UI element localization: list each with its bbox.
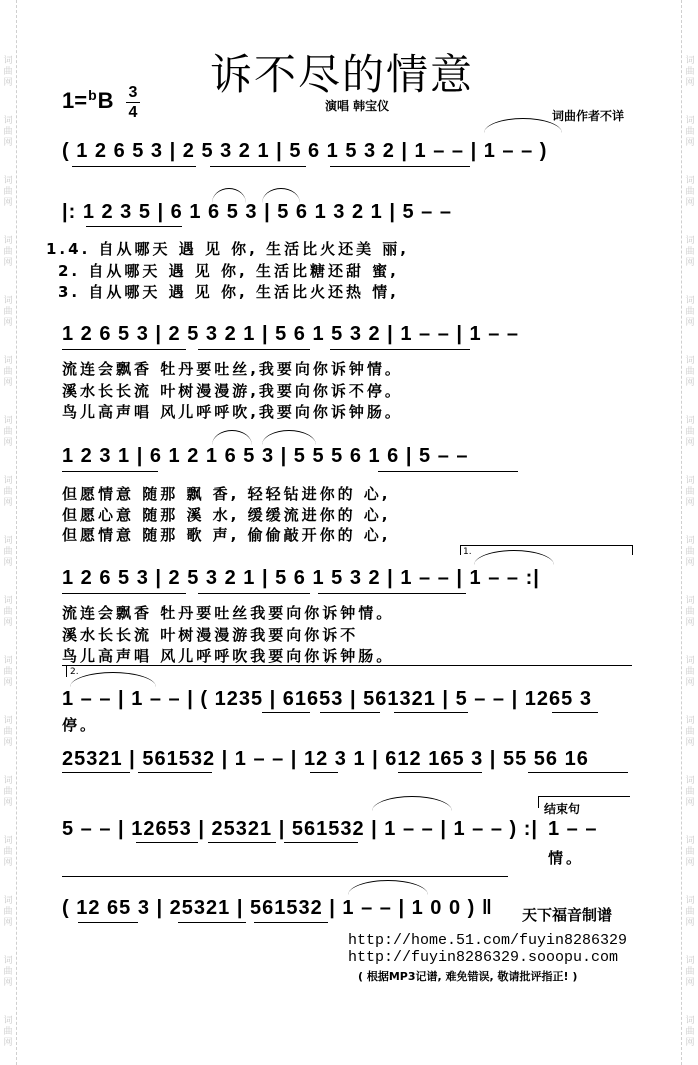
watermark-glyph: 词 [685,596,695,606]
tie [262,430,316,445]
watermark-glyph: 词 [3,56,13,66]
watermark-glyph: 词 [685,716,695,726]
watermark-glyph: 网 [685,498,695,508]
watermark-glyph: 曲 [3,967,13,977]
watermark-glyph: 网 [685,918,695,928]
watermark-glyph: 词 [685,536,695,546]
score-line-5: 1 2 6 5 3 | 2 5 3 2 1 | 5 6 1 5 3 2 | 1 – – | 1 – – :| [62,567,540,589]
time-signature-bottom: 4 [128,104,138,121]
left-watermark-strip [0,0,17,1065]
watermark-glyph: 词 [685,356,695,366]
watermark-glyph: 网 [3,918,13,928]
watermark-glyph: 网 [685,798,695,808]
key-flat: b [88,87,97,103]
watermark-glyph: 曲 [685,727,695,737]
watermark-glyph: 词 [3,956,13,966]
watermark-glyph: 曲 [685,427,695,437]
watermark-glyph: 曲 [3,847,13,857]
volta-bracket [632,545,633,555]
lyric-line: 但愿情意 随那 飘 香, 轻轻钻进你的 心, [62,485,391,503]
key-prefix: 1= [62,88,88,113]
lyric-end: 情。 [548,849,585,867]
watermark-glyph: 网 [3,558,13,568]
time-signature [126,84,140,121]
score-line-6: 1 – – | 1 – – | ( 1235 | 61653 | 561321 | 5 – – | 1265 3 [62,688,592,710]
key-note: B [97,88,114,113]
beam [178,922,246,923]
watermark-glyph: 词 [685,296,695,306]
author-note: 词曲作者不详 [552,109,625,123]
score-line-2: |: 1 2 3 5 | 6 1 6 5 3 | 5 6 1 3 2 1 | 5 – – [62,201,452,223]
watermark-glyph: 曲 [3,487,13,497]
lyric-line: 鸟儿高声唱 风儿呼呼吹我要向你诉钟肠。 [62,647,395,665]
volta-bracket [66,665,67,677]
lyric-line: 鸟儿高声唱 风儿呼呼吹,我要向你诉钟肠。 [62,403,403,421]
watermark-glyph: 网 [3,978,13,988]
watermark-glyph: 词 [3,896,13,906]
beam [62,349,186,350]
watermark-glyph: 网 [3,1038,13,1048]
watermark-glyph: 曲 [3,1027,13,1037]
disclaimer-note: ( 根据MP3记谱, 难免错误, 敬请批评指正! ) [358,970,578,983]
watermark-glyph: 曲 [3,727,13,737]
lyric-line: 1.4. 自从哪天 遇 见 你, 生活比火还美 丽, [46,240,410,258]
watermark-glyph: 网 [685,738,695,748]
beam [136,842,198,843]
beam [86,226,182,227]
ending-bracket [538,796,630,797]
watermark-glyph: 网 [685,618,695,628]
watermark-glyph: 词 [685,1016,695,1026]
watermark-glyph: 曲 [685,1027,695,1037]
watermark-glyph: 曲 [685,847,695,857]
watermark-glyph: 词 [3,596,13,606]
watermark-glyph: 曲 [3,667,13,677]
watermark-glyph: 曲 [3,907,13,917]
volta-bracket [460,545,632,546]
watermark-glyph: 网 [685,258,695,268]
watermark-glyph: 网 [3,78,13,88]
watermark-glyph: 网 [3,318,13,328]
watermark-glyph: 曲 [685,667,695,677]
watermark-glyph: 曲 [3,187,13,197]
volta-bracket [460,545,461,555]
watermark-glyph: 网 [685,378,695,388]
ending-bracket [538,796,539,808]
beam [254,922,328,923]
beam [62,471,158,472]
watermark-glyph: 词 [685,176,695,186]
watermark-glyph: 曲 [685,367,695,377]
beam [552,712,598,713]
watermark-glyph: 网 [685,318,695,328]
watermark-glyph: 词 [3,296,13,306]
volta-1-label: 1. [463,547,472,557]
beam [398,772,482,773]
watermark-glyph: 曲 [3,247,13,257]
staff-rule [62,876,508,877]
beam [320,712,380,713]
watermark-glyph: 词 [3,236,13,246]
watermark-glyph: 网 [3,858,13,868]
watermark-glyph: 词 [3,836,13,846]
watermark-glyph: 词 [685,896,695,906]
url-line-2[interactable]: http://fuyin8286329.sooopu.com [348,949,619,966]
publisher: 天下福音制谱 [522,906,613,924]
watermark-glyph: 网 [685,78,695,88]
watermark-glyph: 网 [685,678,695,688]
watermark-glyph: 网 [685,1038,695,1048]
song-title: 诉不尽的情意 [210,50,475,99]
score-line-3: 1 2 6 5 3 | 2 5 3 2 1 | 5 6 1 5 3 2 | 1 – – | 1 – – [62,323,520,345]
tie [474,550,554,565]
volta-bracket [62,665,632,666]
score-line-7: 25321 | 561532 | 1 – – | 12 3 1 | 612 165 3 | 55 56 16 [62,748,589,770]
watermark-glyph: 曲 [685,67,695,77]
lyric-line: 溪水长长流 叶树漫漫游我要向你诉不 [62,626,359,644]
tie [484,118,562,133]
watermark-glyph: 词 [3,416,13,426]
watermark-glyph: 词 [3,1016,13,1026]
watermark-glyph: 曲 [685,787,695,797]
beam [378,471,518,472]
lyric-line: 2. 自从哪天 遇 见 你, 生活比糖还甜 蜜, [58,262,399,280]
watermark-glyph: 曲 [3,367,13,377]
watermark-glyph: 网 [3,618,13,628]
watermark-glyph: 网 [3,678,13,688]
score-end: 1 – – [548,818,598,840]
tie [70,672,156,687]
lyric-line: 3. 自从哪天 遇 见 你, 生活比火还热 情, [58,283,399,301]
lyric-line: 但愿心意 随那 溪 水, 缓缓流进你的 心, [62,506,391,524]
watermark-glyph: 网 [685,858,695,868]
watermark-glyph: 曲 [685,547,695,557]
watermark-glyph: 曲 [685,247,695,257]
beam [210,166,306,167]
watermark-glyph: 网 [3,198,13,208]
beam [198,593,310,594]
beam [394,712,468,713]
beam [62,772,130,773]
watermark-glyph: 网 [3,738,13,748]
beam [284,842,358,843]
lyric-line: 溪水长长流 叶树漫漫游,我要向你诉不停。 [62,382,403,400]
watermark-glyph: 曲 [685,187,695,197]
watermark-glyph: 词 [685,476,695,486]
beam [72,166,196,167]
score-line-9: ( 12 65 3 | 25321 | 561532 | 1 – – | 1 0 0 ) ‖ [62,897,493,919]
lyric-line: 流连会飘香 牡丹要吐丝,我要向你诉钟情。 [62,360,403,378]
watermark-glyph: 曲 [685,487,695,497]
watermark-glyph: 词 [3,536,13,546]
beam [310,772,338,773]
right-watermark-strip [681,0,698,1065]
url-line-1[interactable]: http://home.51.com/fuyin8286329 [348,932,628,949]
tie [348,880,428,895]
watermark-glyph: 网 [3,498,13,508]
beam [262,712,310,713]
time-signature-top: 3 [128,84,138,101]
watermark-glyph: 词 [3,716,13,726]
beam [198,349,310,350]
watermark-glyph: 曲 [3,307,13,317]
beam [62,593,186,594]
score-line-1: ( 1 2 6 5 3 | 2 5 3 2 1 | 5 6 1 5 3 2 | 1 – – | 1 – – ) [62,140,548,162]
watermark-glyph: 网 [685,198,695,208]
watermark-glyph: 词 [3,116,13,126]
beam [330,349,470,350]
tie [212,430,252,445]
watermark-glyph: 词 [685,836,695,846]
lyric-line: 但愿情意 随那 歌 声, 偷偷敲开你的 心, [62,526,391,544]
watermark-glyph: 词 [685,116,695,126]
watermark-glyph: 网 [3,798,13,808]
score-line-4: 1 2 3 1 | 6 1 2 1 6 5 3 | 5 5 5 6 1 6 | 5 – – [62,445,469,467]
watermark-glyph: 词 [685,416,695,426]
beam [528,772,628,773]
watermark-glyph: 词 [3,776,13,786]
watermark-glyph: 词 [3,656,13,666]
watermark-glyph: 曲 [685,967,695,977]
watermark-glyph: 曲 [685,307,695,317]
score-line-8: 5 – – | 12653 | 25321 | 561532 | 1 – – | 1 – – ) :| [62,818,538,840]
beam [318,593,466,594]
watermark-glyph: 网 [3,438,13,448]
lyric-line: 流连会飘香 牡丹要吐丝我要向你诉钟情。 [62,604,395,622]
watermark-glyph: 曲 [3,547,13,557]
watermark-glyph: 词 [3,176,13,186]
beam [78,922,138,923]
watermark-glyph: 曲 [3,607,13,617]
watermark-glyph: 曲 [3,67,13,77]
beam [208,842,276,843]
watermark-glyph: 词 [685,56,695,66]
beam [330,166,470,167]
watermark-glyph: 词 [3,356,13,366]
watermark-glyph: 词 [685,956,695,966]
watermark-glyph: 词 [685,776,695,786]
watermark-glyph: 网 [685,438,695,448]
watermark-glyph: 网 [3,138,13,148]
volta-2-label: 2. [70,667,79,677]
watermark-glyph: 曲 [3,127,13,137]
watermark-glyph: 网 [3,258,13,268]
key-signature [62,88,114,114]
watermark-glyph: 词 [3,476,13,486]
beam [138,772,212,773]
ending-label: 结束句 [544,802,581,816]
watermark-glyph: 曲 [685,127,695,137]
watermark-glyph: 网 [685,978,695,988]
watermark-glyph: 网 [685,138,695,148]
watermark-glyph: 词 [685,236,695,246]
watermark-glyph: 曲 [685,907,695,917]
singer: 演唱 韩宝仪 [325,99,390,113]
tie [372,796,452,811]
watermark-glyph: 网 [3,378,13,388]
watermark-glyph: 词 [685,656,695,666]
watermark-glyph: 网 [685,558,695,568]
watermark-glyph: 曲 [3,427,13,437]
watermark-glyph: 曲 [3,787,13,797]
watermark-glyph: 曲 [685,607,695,617]
lyric-ting: 停。 [62,716,99,734]
